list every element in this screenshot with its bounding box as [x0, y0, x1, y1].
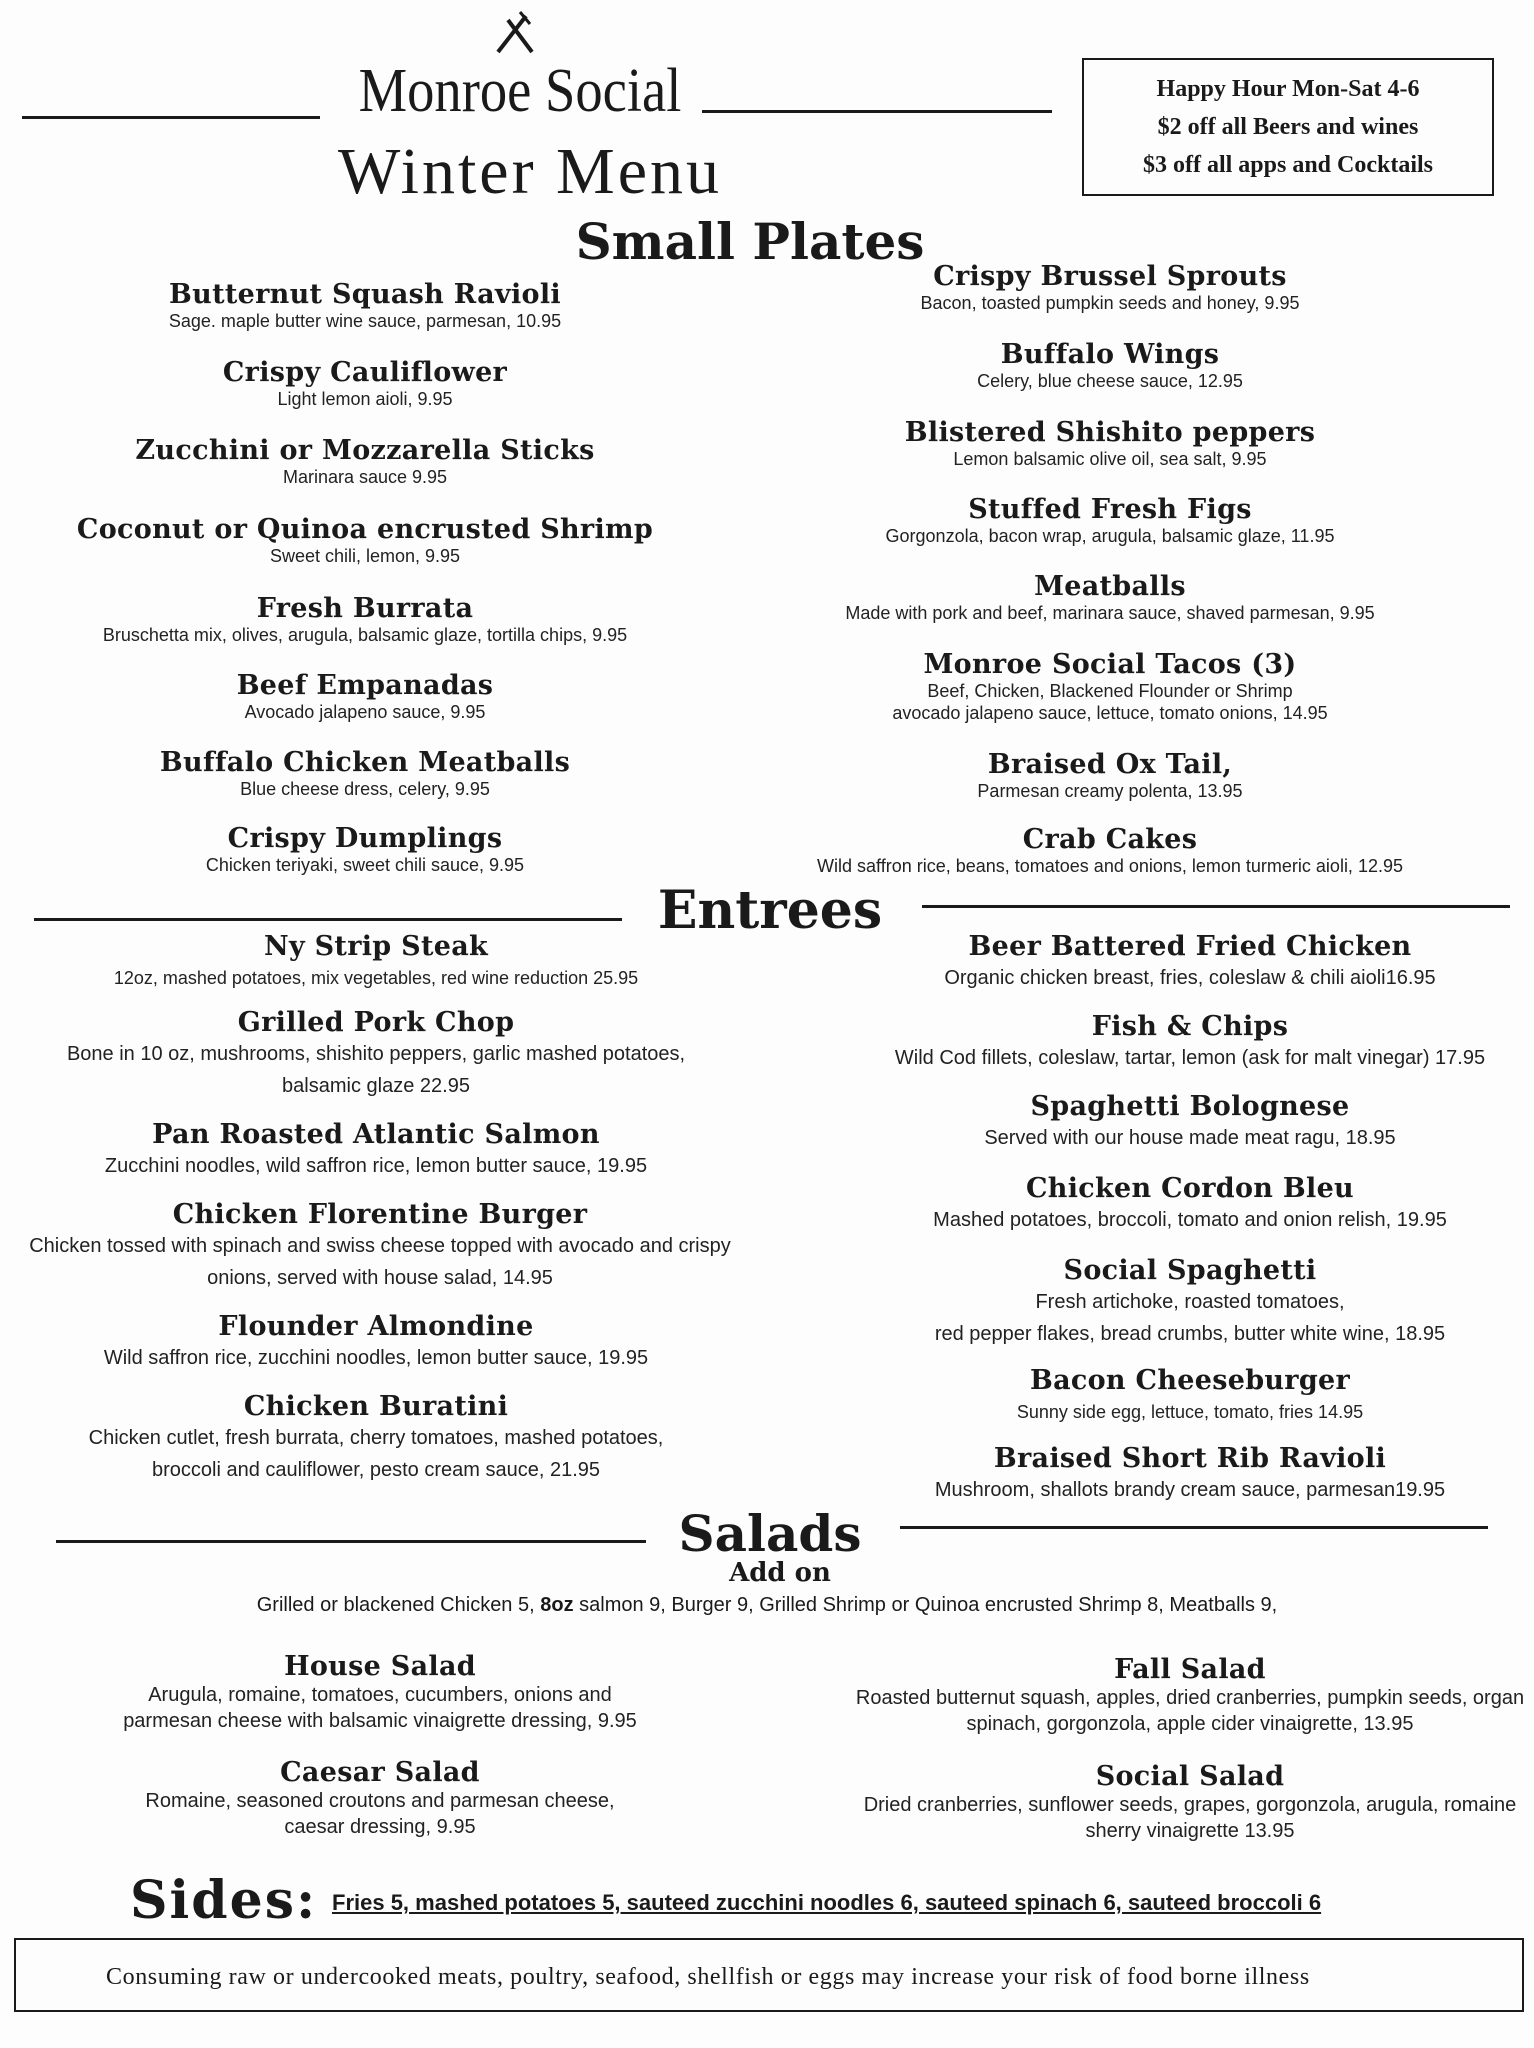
happy-hour-line-3: $3 off all apps and Cocktails: [1142, 152, 1434, 178]
item-desc-line-2: spinach, gorgonzola, apple cider vinaigrette, 13.95: [966, 1713, 1414, 1735]
menu-item: [20, 1120, 732, 1182]
item-desc-line-2: onions, served with house salad, 14.95: [207, 1267, 553, 1289]
item-desc: Chicken cutlet, fresh burrata, cherry tomatoes, mashed potatoes,: [88, 1427, 664, 1449]
item-name: Chicken Cordon Bleu: [1026, 1173, 1354, 1204]
item-desc: Beef, Chicken, Blackened Flounder or Shrimp: [927, 681, 1293, 701]
item-desc: Served with our house made meat ragu, 18.95: [984, 1127, 1396, 1149]
add-on-text-rest: salmon 9, Burger 9, Grilled Shrimp or Quinoa encrusted Shrimp 8, Meatballs 9,: [573, 1594, 1278, 1616]
add-on-text-bold: 8oz: [540, 1594, 574, 1616]
item-desc: Avocado jalapeno sauce, 9.95: [244, 702, 486, 722]
item-desc: Sweet chili, lemon, 9.95: [269, 546, 461, 566]
item-name: Blistered Shishito peppers: [904, 417, 1316, 448]
item-desc-line-2: avocado jalapeno sauce, lettuce, tomato onions, 14.95: [892, 703, 1328, 723]
item-desc: Mashed potatoes, broccoli, tomato and onion relish, 19.95: [933, 1209, 1447, 1231]
menu-item: [0, 1200, 760, 1294]
item-desc: Sunny side egg, lettuce, tomato, fries 14.95: [1016, 1402, 1364, 1422]
menu-item: [840, 1444, 1534, 1506]
happy-hour-box: [1082, 58, 1494, 196]
item-desc: Chicken teriyaki, sweet chili sauce, 9.95: [205, 855, 525, 875]
menu-item: [60, 1758, 700, 1840]
item-name: Buffalo Chicken Meatballs: [159, 747, 571, 778]
salads-title: Salads: [678, 1504, 862, 1563]
menu-item: [70, 671, 660, 723]
item-name: Grilled Pork Chop: [237, 1007, 515, 1038]
item-desc-line-2: sherry vinaigrette 13.95: [1085, 1820, 1295, 1842]
item-desc-line-2: caesar dressing, 9.95: [284, 1816, 476, 1838]
menu-item: [790, 418, 1430, 470]
item-name: Crab Cakes: [1022, 824, 1198, 855]
menu-item: [780, 825, 1440, 877]
item-name: Chicken Buratini: [243, 1391, 509, 1422]
salads-rule-left: [56, 1540, 646, 1543]
item-name: Fall Salad: [1114, 1654, 1266, 1685]
menu-item: [810, 1762, 1534, 1844]
item-desc: Bone in 10 oz, mushrooms, shishito peppers, garlic mashed potatoes,: [66, 1043, 686, 1065]
add-on-text: Grilled or blackened Chicken 5,: [256, 1594, 541, 1616]
item-name: Stuffed Fresh Figs: [968, 494, 1252, 525]
item-name: Crispy Dumplings: [227, 823, 503, 854]
item-name: Braised Short Rib Ravioli: [993, 1443, 1387, 1474]
item-desc-line-2: broccoli and cauliflower, pesto cream sauce, 21.95: [151, 1459, 601, 1481]
item-name: Beef Empanadas: [236, 670, 494, 701]
item-name: Chicken Florentine Burger: [172, 1199, 588, 1230]
menu-item: [60, 1652, 700, 1734]
item-desc: Sage. maple butter wine sauce, parmesan, 10.95: [168, 311, 562, 331]
item-desc: Celery, blue cheese sauce, 12.95: [977, 371, 1243, 391]
item-desc: Arugula, romaine, tomatoes, cucumbers, onions and: [148, 1684, 612, 1706]
menu-item: [790, 262, 1430, 314]
item-desc: Roasted butternut squash, apples, dried cranberries, pumpkin seeds, organ: [855, 1687, 1525, 1709]
item-name: Spaghetti Bolognese: [1030, 1091, 1350, 1122]
menu-item: [790, 650, 1430, 724]
item-desc: Gorgonzola, bacon wrap, arugula, balsamic glaze, 11.95: [885, 526, 1335, 546]
item-desc: Marinara sauce 9.95: [282, 467, 448, 487]
add-on-title: Add on: [729, 1558, 831, 1588]
item-desc: Chicken tossed with spinach and swiss cheese topped with avocado and crispy: [29, 1235, 731, 1257]
item-desc: Bacon, toasted pumpkin seeds and honey, 9.95: [920, 293, 1300, 313]
sides-label: Sides:: [130, 1870, 318, 1931]
menu-item: [70, 594, 660, 646]
menu-item: [70, 436, 660, 488]
item-name: Buffalo Wings: [1000, 339, 1220, 370]
menu-item: [20, 1008, 732, 1102]
item-desc: Blue cheese dress, celery, 9.95: [240, 779, 490, 799]
item-desc-line-2: parmesan cheese with balsamic vinaigrette dressing, 9.95: [123, 1710, 637, 1732]
item-name: Social Salad: [1095, 1761, 1285, 1792]
menu-item: [20, 932, 732, 994]
happy-hour-line-1: Happy Hour Mon-Sat 4-6: [1156, 76, 1420, 102]
menu-item: [840, 932, 1534, 994]
item-name: Fish & Chips: [1091, 1011, 1289, 1042]
item-desc: Light lemon aioli, 9.95: [277, 389, 453, 409]
item-desc: Made with pork and beef, marinara sauce, shaved parmesan, 9.95: [845, 603, 1375, 623]
item-desc: Parmesan creamy polenta, 13.95: [977, 781, 1243, 801]
menu-item: [70, 280, 660, 332]
menu-item: [70, 515, 660, 567]
entrees-rule-left: [34, 918, 622, 921]
menu-item: [790, 572, 1430, 624]
add-on-list: [0, 1594, 1534, 1617]
small-plates-title: Small Plates: [575, 212, 925, 271]
menu-item: [840, 1092, 1534, 1154]
item-desc-line-2: red pepper flakes, bread crumbs, butter white wine, 18.95: [934, 1323, 1446, 1345]
item-desc: Wild saffron rice, beans, tomatoes and onions, lemon turmeric aioli, 12.95: [817, 856, 1403, 876]
header-rule-left: [22, 116, 320, 119]
item-name: Braised Ox Tail,: [987, 749, 1233, 780]
item-name: Zucchini or Mozzarella Sticks: [135, 435, 595, 466]
item-name: Ny Strip Steak: [263, 931, 489, 962]
menu-item: [70, 748, 660, 800]
item-name: Beer Battered Fried Chicken: [968, 931, 1412, 962]
item-desc: Zucchini noodles, wild saffron rice, lemon butter sauce, 19.95: [104, 1155, 648, 1177]
item-desc: Wild Cod fillets, coleslaw, tartar, lemon (ask for malt vinegar) 17.95: [894, 1047, 1486, 1069]
menu-item: [840, 1012, 1534, 1074]
item-name: Crispy Brussel Sprouts: [933, 261, 1287, 292]
item-desc: 12oz, mashed potatoes, mix vegetables, red wine reduction 25.95: [113, 968, 639, 988]
restaurant-name: Monroe Social: [358, 57, 682, 125]
happy-hour-line-2: $2 off all Beers and wines: [1157, 114, 1419, 140]
menu-item: [840, 1366, 1534, 1428]
menu-item: [20, 1392, 732, 1486]
item-name: Butternut Squash Ravioli: [169, 279, 561, 310]
salads-rule-right: [900, 1526, 1488, 1529]
menu-item: [840, 1174, 1534, 1236]
item-name: Bacon Cheeseburger: [1029, 1365, 1351, 1396]
item-name: Coconut or Quinoa encrusted Shrimp: [76, 514, 654, 545]
item-desc: Lemon balsamic olive oil, sea salt, 9.95: [953, 449, 1267, 469]
menu-item: [20, 1312, 732, 1374]
item-desc: Fresh artichoke, roasted tomatoes,: [1035, 1291, 1345, 1313]
menu-title: Winter Menu: [337, 135, 723, 208]
item-name: Crispy Cauliflower: [222, 357, 508, 388]
item-name: Monroe Social Tacos (3): [923, 649, 1297, 680]
item-desc: Bruschetta mix, olives, arugula, balsamic glaze, tortilla chips, 9.95: [102, 625, 628, 645]
item-name: Fresh Burrata: [256, 593, 474, 624]
menu-item: [790, 750, 1430, 802]
food-safety-warning: Consuming raw or undercooked meats, poultry, seafood, shellfish or eggs may increase your risk of food borne illness: [14, 1938, 1524, 2012]
crossed-utensils-icon: [490, 8, 540, 56]
item-desc-line-2: balsamic glaze 22.95: [282, 1075, 470, 1097]
menu-item: [790, 495, 1430, 547]
menu-item: [70, 358, 660, 410]
item-name: Social Spaghetti: [1063, 1255, 1317, 1286]
item-name: House Salad: [284, 1651, 476, 1682]
item-desc: Wild saffron rice, zucchini noodles, lemon butter sauce, 19.95: [103, 1347, 649, 1369]
menu-item: [840, 1256, 1534, 1350]
item-desc: Mushroom, shallots brandy cream sauce, parmesan19.95: [934, 1479, 1446, 1501]
item-desc: Organic chicken breast, fries, coleslaw & chili aioli16.95: [944, 967, 1436, 989]
sides-list: Fries 5, mashed potatoes 5, sauteed zucchini noodles 6, sauteed spinach 6, sauteed broccoli 6: [332, 1890, 1322, 1915]
item-name: Caesar Salad: [280, 1757, 480, 1788]
entrees-rule-right: [922, 905, 1510, 908]
menu-item: [810, 1655, 1534, 1737]
item-name: Meatballs: [1034, 571, 1186, 602]
item-name: Pan Roasted Atlantic Salmon: [152, 1119, 600, 1150]
menu-item: [70, 824, 660, 876]
header-rule-right: [702, 110, 1052, 113]
item-desc: Dried cranberries, sunflower seeds, grapes, gorgonzola, arugula, romaine: [863, 1794, 1517, 1816]
menu-item: [790, 340, 1430, 392]
item-name: Flounder Almondine: [218, 1311, 534, 1342]
entrees-title: Entrees: [657, 880, 883, 941]
item-desc: Romaine, seasoned croutons and parmesan cheese,: [145, 1790, 615, 1812]
